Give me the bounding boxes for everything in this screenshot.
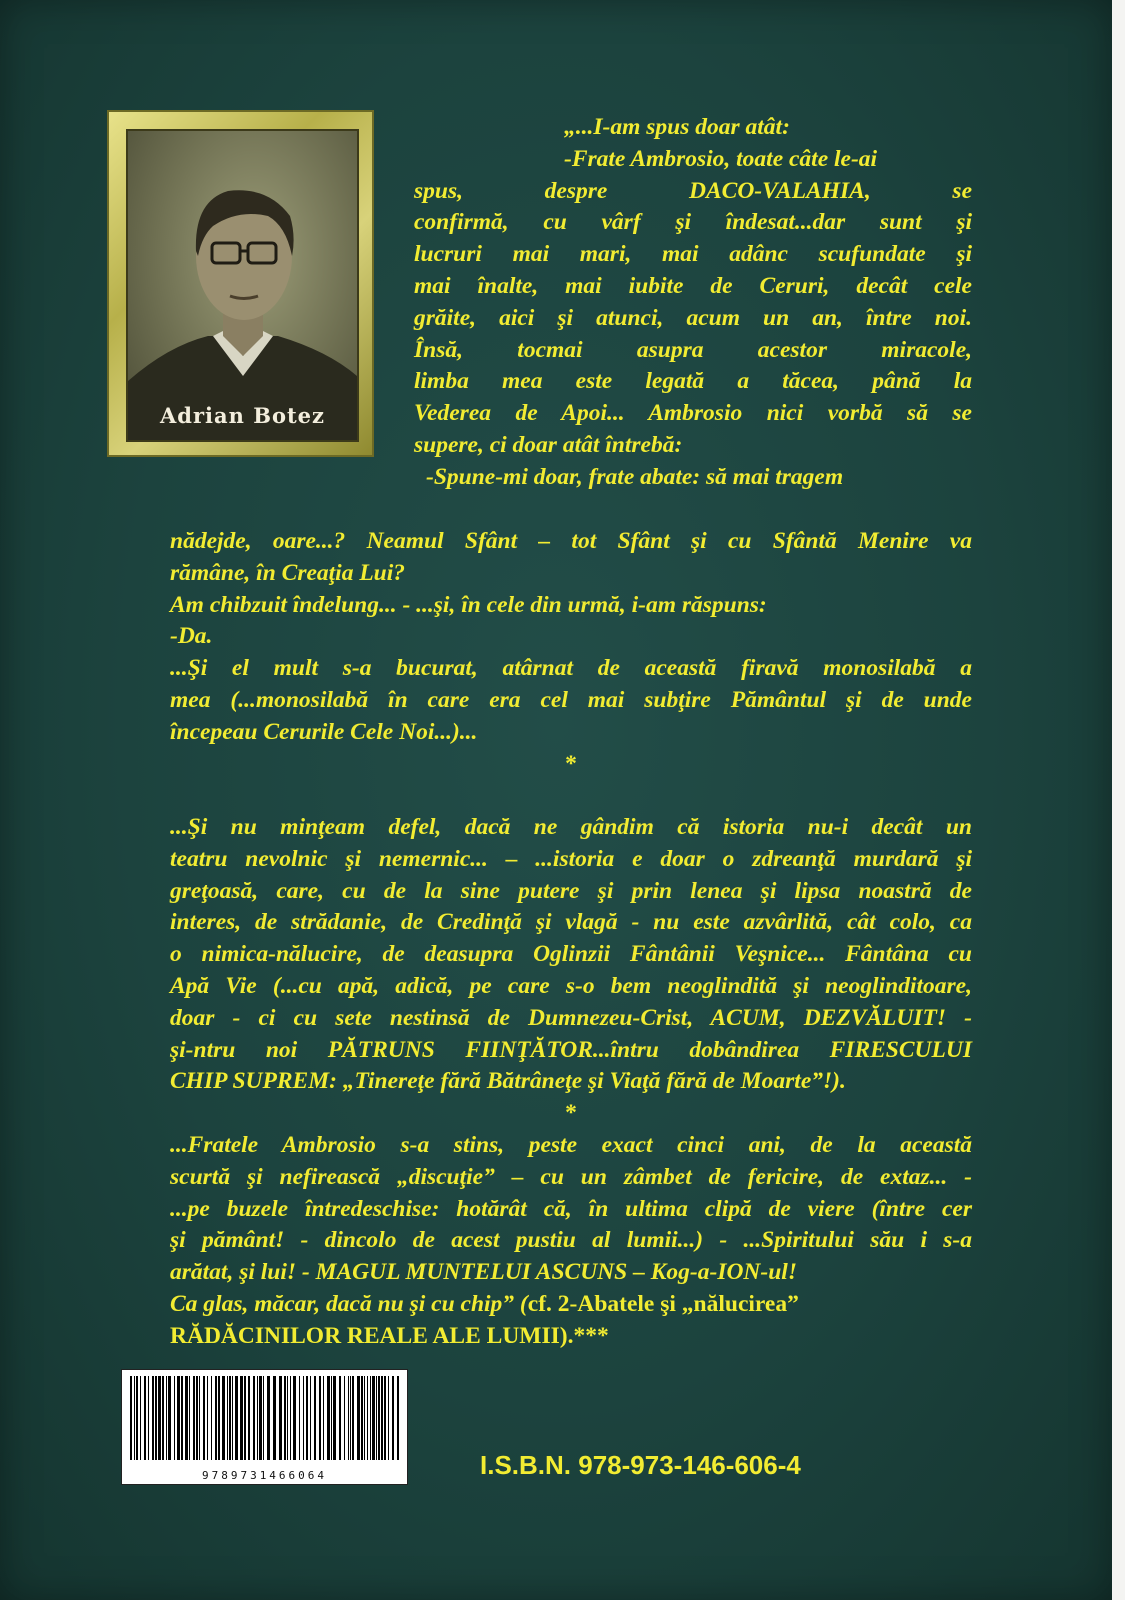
- text-line: CHIP SUPREM: „Tinereţe fără Bătrâneţe şi Viaţă fără de Moarte”!).: [170, 1068, 846, 1095]
- text-line: -Spune-mi doar, frate abate: să mai tragem: [426, 463, 844, 490]
- author-name: Adrian Botez: [160, 403, 325, 428]
- closing-caps: RĂDĂCINILOR REALE ALE LUMII: [170, 1322, 560, 1349]
- author-portrait: [126, 129, 359, 442]
- text-line: spus, despre DACO-VALAHIA, se: [414, 177, 972, 204]
- text-line: arătat, şi lui! - MAGUL MUNTELUI ASCUNS – Kog-a-ION-ul!: [170, 1259, 797, 1286]
- text-line: limba mea este legată a tăcea, până la: [414, 368, 972, 395]
- passage-ending: [170, 1130, 972, 1353]
- text-line: teatru nevolnic şi nemernic... – ...istoria e doar o zdreanţă murdară şi: [170, 845, 972, 872]
- text-line: Vederea de Apoi... Ambrosio nici vorbă să se: [414, 400, 972, 427]
- closing-line: [170, 1289, 972, 1321]
- text-line: Am chibzuit îndelung... - ...şi, în cele din urmă, i-am răspuns:: [170, 591, 767, 618]
- barcode-digits: 9789731466064: [201, 1469, 328, 1482]
- text-line: confirmă, cu vârf şi îndesat...dar sunt şi: [414, 209, 972, 236]
- text-line: greţoasă, care, cu de la sine putere şi prin lenea şi lipsa noastră de: [170, 877, 972, 904]
- text-line: Însă, tocmai asupra acestor miracole,: [414, 336, 972, 363]
- text-line: ...Şi el mult s-a bucurat, atârnat de această firavă monosilabă a: [170, 655, 972, 682]
- text-line: interes, de strădanie, de Credinţă şi vlagă - nu este azvârlită, cât colo, ca: [170, 909, 972, 936]
- text-line: o nimica-nălucire, de deasupra Oglinzii Fântânii Veşnice... Fântâna cu: [170, 941, 972, 968]
- text-line: mea (...monosilabă în care era cel mai subţire Pământul şi de unde: [170, 686, 972, 713]
- text-line: doar - ci cu sete nestinsă de Dumnezeu-Crist, ACUM, DEZVĂLUIT! -: [170, 1004, 972, 1031]
- text-line: lucruri mai mari, mai adânc scufundate şi: [414, 241, 972, 268]
- closing-italic: Ca glas, măcar, dacă nu şi cu chip” (: [170, 1290, 528, 1317]
- passage-dialogue: [170, 526, 972, 780]
- passage-intro: [414, 112, 972, 494]
- text-line: -Frate Ambrosio, toate câte le-ai: [564, 145, 878, 172]
- text-line: şi-ntru noi PĂTRUNS FIINŢĂTOR...întru dobândirea FIRESCULUI: [170, 1036, 972, 1063]
- author-portrait-frame: [109, 112, 372, 455]
- text-line: Apă Vie (...cu apă, adică, pe care s-o bem neoglindită şi neoglinditoare,: [170, 972, 972, 999]
- barcode-bars: [122, 1370, 407, 1466]
- text-line: nădejde, oare...? Neamul Sfânt – tot Sfânt şi cu Sfântă Menire va: [170, 528, 972, 554]
- separator-star: *: [565, 1100, 577, 1127]
- text-line: şi pământ! - dincolo de acest pustiu al lumii...) - ...Spiritului său i s-a: [170, 1227, 972, 1254]
- author-photo: [128, 131, 357, 440]
- closing-end: ).***: [559, 1322, 609, 1349]
- text-line: supere, ci doar atât întrebă:: [414, 431, 683, 458]
- passage-history: [170, 812, 972, 1130]
- text-line: grăite, aici şi atunci, acum un an, între noi.: [414, 304, 972, 331]
- text-line: ...Fratele Ambrosio s-a stins, peste exact cinci ani, de la această: [170, 1132, 972, 1158]
- text-line: „...I-am spus doar atât:: [564, 114, 790, 140]
- text-line: începeau Cerurile Cele Noi...)...: [170, 718, 478, 745]
- isbn: I.S.B.N. 978-973-146-606-4: [480, 1450, 801, 1480]
- text-line: mai înalte, mai iubite de Ceruri, decât cele: [414, 272, 972, 299]
- closing-reference: cf. 2-Abatele şi „nălucirea”: [527, 1290, 799, 1317]
- barcode: [121, 1369, 408, 1485]
- closing-line-2: [170, 1321, 972, 1353]
- text-line: scurtă şi nefirească „discuţie” – cu un zâmbet de fericire, de extaz... -: [170, 1163, 972, 1190]
- text-line: ...Şi nu minţeam defel, dacă ne gândim că istoria nu-i decât un: [170, 814, 972, 840]
- text-line: -Da.: [170, 623, 213, 650]
- text-line: rămâne, în Creaţia Lui?: [170, 559, 406, 586]
- text-line: ...pe buzele întredeschise: hotărât că, în ultima clipă de viere (între cer: [170, 1195, 972, 1222]
- separator-star: *: [565, 750, 577, 777]
